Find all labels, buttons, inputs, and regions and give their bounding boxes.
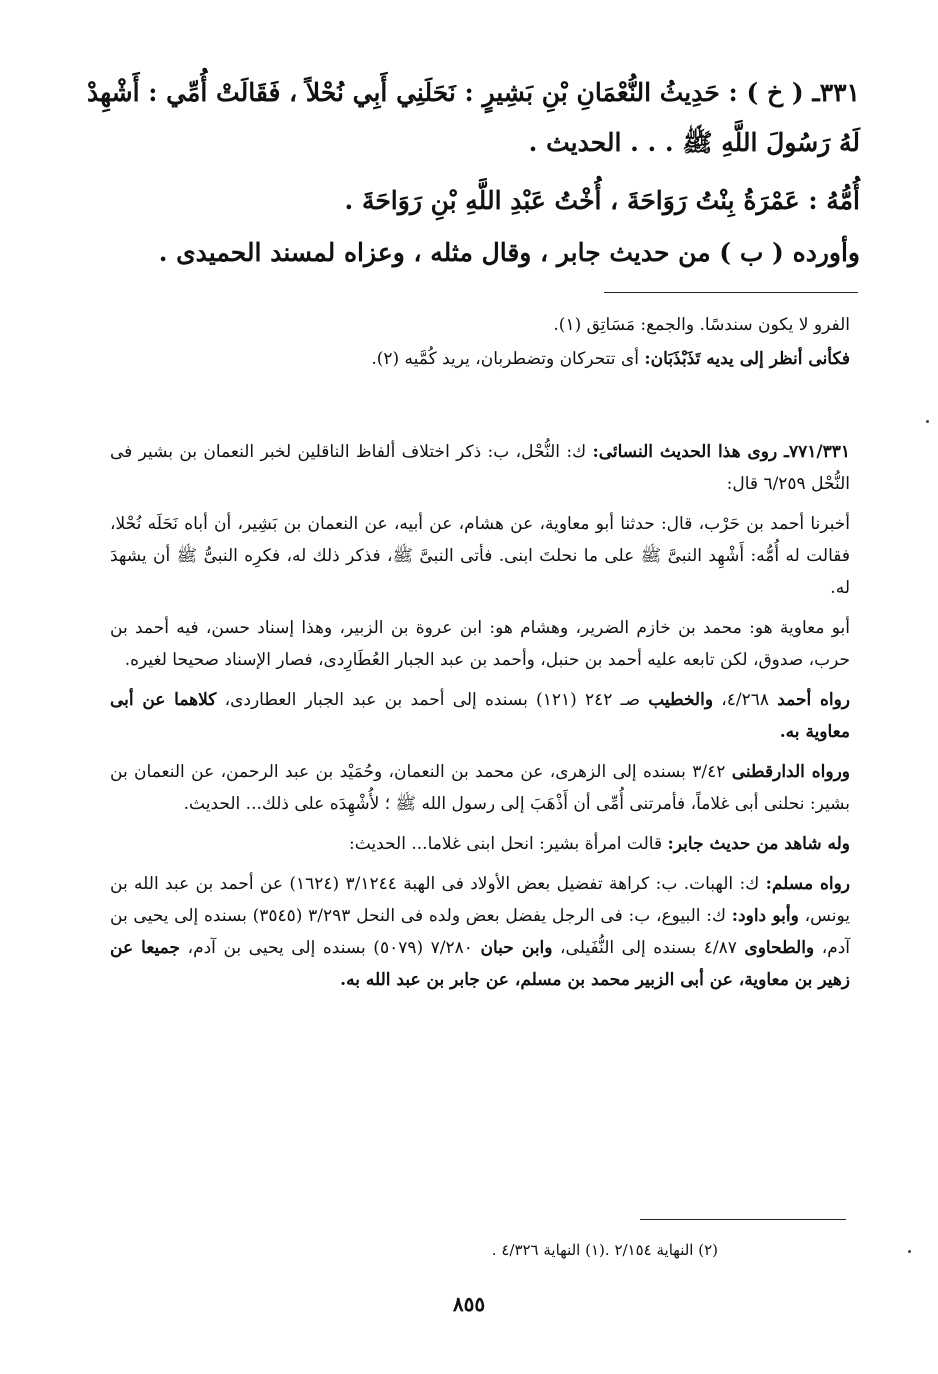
source-daraqutni: ورواه الدارقطنى (731, 762, 850, 782)
source-ibn-hibban-ref: ٧/٢٨٠ (٥٠٧٩) بسنده إلى يحيى بن آدم، (180, 938, 481, 958)
commentary-intro-number: ٧٧١/٣٣١ـ روى هذا الحديث النسائى: (592, 442, 850, 462)
commentary-paragraph-6 (110, 868, 850, 996)
source-khatib-ref: صـ ٢٤٢ (١٢١) بسنده إلى أحمد بن عبد الجبار العطاردى، (216, 690, 649, 710)
footnote-1: (١) النهاية ٤/٣٢٦ . (491, 1241, 605, 1259)
commentary-paragraph-4 (110, 756, 850, 820)
witness-jabir-text: قالت امرأة بشير: انحل ابنى غلاما... الحديث: (349, 834, 668, 854)
commentary-paragraph-5 (110, 828, 850, 860)
page-number: ٨٥٥ (452, 1292, 486, 1316)
source-ahmad: رواه أحمد (777, 690, 850, 710)
source-muslim: رواه مسلم: (765, 874, 850, 894)
source-tahawi-ref: ٤/٨٧ بسنده إلى النُّفَيلى، (552, 938, 745, 958)
commentary-paragraph-1: أخبرنا أحمد بن حَرْب، قال: حدثنا أبو معاوية، عن هشام، عن أبيه، عن النعمان بن بَشِير، أن أباه نَحَلَه نُحْلا، فقالت له أُمُّه: أَشْهِد النبىَّ ﷺ على ما نحلتَ ابنى. فأتى النبىَّ ﷺ، فذكر ذلك له، فكرِه النبىُّ ﷺ أن يشهدَ له. (110, 514, 850, 598)
source-daraqutni-text: ٣/٤٢ بسنده إلى الزهرى، عن محمد بن النعمان، وحُمَيْد بن عبد الرحمن، عن النعمان بن بشير: نحلنى أبى غلاماً، فأمرتنى أُمِّى أن أَذْهَبَ إلى رسول الله ﷺ ؛ لأُشْهِدَه على ذلك... الحديث. (110, 762, 850, 814)
commentary-paragraph-2: أبو معاوية هو: محمد بن خازم الضرير، وهشام هو: ابن عروة بن الزبير، وهذا إسناد حسن، فيه أحمد بن حرب، صدوق، لكن تابعه عليه أحمد بن حنبل، وأحمد بن عبد الجبار العُطَارِدى، فصار الإسناد صحيحا لغيره. (110, 618, 850, 670)
commentary-intro (110, 436, 850, 500)
upper-footnote-line-2 (90, 340, 850, 378)
source-tahawi: والطحاوى (744, 938, 815, 958)
commentary-intro-text: ك: النُّحْل، ب: ذكر اختلاف ألفاظ الناقلين لخبر النعمان بن بشير فى النُّحْل ٦/٢٥٩ قال: (110, 442, 850, 494)
source-khatib: والخطيب (648, 690, 714, 710)
commentary-paragraph-3 (110, 684, 850, 748)
hadith-reference: وأورده ( ب ) من حديث جابر ، وقال مثله ، وعزاه لمسند الحميدى . (158, 238, 860, 267)
scan-speck (908, 1250, 911, 1253)
hadith-heading: ٣٣١ـ ( خ ) : حَدِيثُ النُّعْمَانِ بْنِ بَشِيرٍ : نَحَلَنِي أَبِي نُحْلاً ، فَقَالَتْ أُمِّي : أَشْهِدْ لَهُ رَسُولَ اللَّهِ ﷺ . . . الحديث . (87, 78, 860, 157)
source-ibn-hibban: وابن حبان (480, 938, 553, 958)
upper-footnote-line-1: الفرو لا يكون سندسًا. والجمع: مَسَاتِق (١). (553, 315, 850, 335)
footnotes (88, 1238, 848, 1262)
upper-footnote-term: فكأنى أنظر إلى يديه تَذَبْذَبَان: (644, 349, 850, 369)
hadith-mother-note: أُمُّهُ : عَمْرَةُ بِنْتُ رَوَاحَةَ ، أُخْتُ عَبْدِ اللَّهِ بْنِ رَوَاحَةَ . (344, 186, 860, 215)
source-abu-dawud: وأبو داود: (731, 906, 799, 926)
upper-footnote-rule (604, 292, 858, 293)
commentary-body (110, 436, 850, 1004)
source-summary: كلاهما عن أبى معاوية به. (110, 690, 850, 742)
footnote-rule (640, 1219, 846, 1220)
footnote-2: (٢) النهاية ٢/١٥٤ . (604, 1241, 718, 1259)
scan-speck (926, 420, 929, 423)
source-abu-dawud-ref: ك: البيوع، ب: فى الرجل يفضل بعض ولده فى النحل ٣/٢٩٣ (٣٥٤٥) بسنده إلى يحيى بن آدم، (110, 906, 851, 958)
witness-jabir: وله شاهد من حديث جابر: (667, 834, 850, 854)
upper-footnote-explanation: أى تتحركان وتضطربان، يريد كُمَّيه (٢). (371, 349, 645, 369)
source-muslim-ref: ك: الهبات. ب: كراهة تفضيل بعض الأولاد فى الهبة ٣/١٢٤٤ (١٦٢٤) عن أحمد بن عبد الله بن يونس، (110, 874, 850, 926)
source-chain-summary: جميعا عن زهير بن معاوية، عن أبى الزبير محمد بن مسلم، عن جابر بن عبد الله به. (110, 938, 850, 990)
source-ahmad-ref: ٤/٢٦٨، (713, 690, 778, 710)
